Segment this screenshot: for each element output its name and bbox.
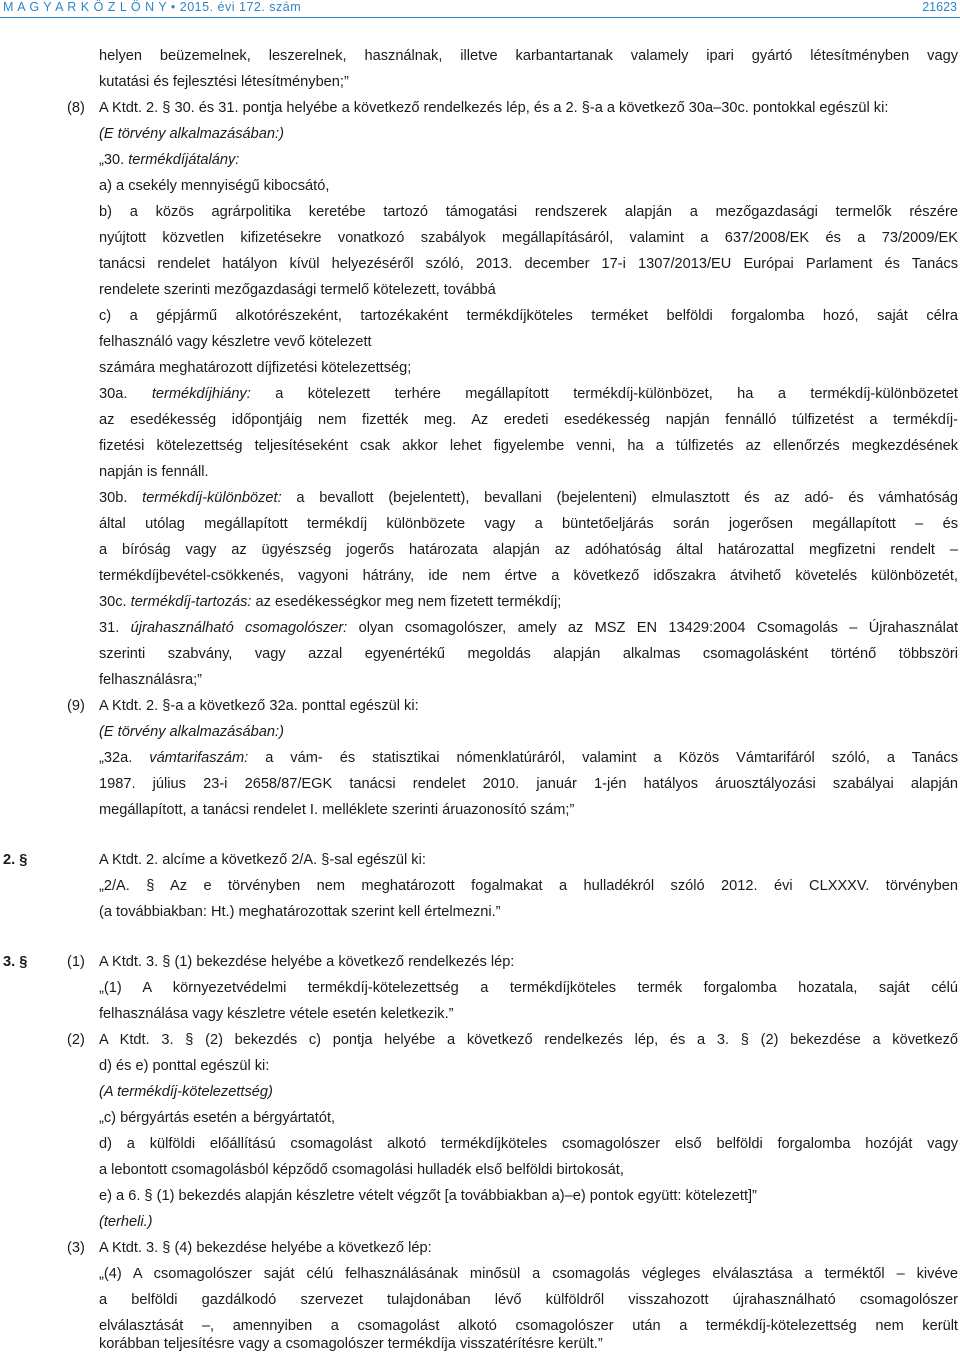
section-number: 2. § [3,852,28,868]
text-line: A Ktdt. 3. § (2) bekezdés c) pontja helyébe a következő rendelkezés lép, és a 3. § (2) bekezdése a következő [99,1032,958,1048]
text-line: A Ktdt. 2. alcíme a következő 2/A. §-sal egészül ki: [99,852,426,868]
section-number: 3. § [3,954,28,970]
text-line: „(1) A környezetvédelmi termékdíj-kötelezettség a termékdíjköteles termék forgalomba hozatala, saját célú [99,980,958,996]
text-line: elválasztását –, amennyiben a csomagolást alkotó csomagolószer után a termékdíj-kötelezettség nem került [99,1318,958,1334]
text-line: 31. újrahasználható csomagolószer: olyan csomagolószer, amely az MSZ EN 13429:2004 Csomagolás – Újrahasználat [99,620,958,636]
text-line: A Ktdt. 2. §-a a következő 32a. ponttal egészül ki: [99,698,419,714]
text-line: szerinti szabvány, vagy azzal egyenértékű megoldás alapján alkalmas csomagolásként történő többszöri [99,646,958,662]
paragraph-number: (8) [67,100,85,116]
text-line: 30b. termékdíj-különbözet: a bevallott (bejelentett), bevallani (bejelenteni) elmulasztott és az adó- és vámhatóság [99,490,958,506]
text-line: az esedékesség időpontjáig nem fizették meg. Az eredeti esedékesség napján fennálló túlfizetést a termékdíj- [99,412,958,428]
text-line: rendelete szerinti mezőgazdasági termelő kötelezett, továbbá [99,282,496,298]
page-number: 21623 [922,0,957,14]
text-line: „30. termékdíjátalány: [99,152,240,168]
text-line: (E törvény alkalmazásában:) [99,126,284,142]
text-line: (terheli.) [99,1214,153,1230]
text-line: „32a. vámtarifaszám: a vám- és statisztikai nómenklatúráról, valamint a Közös Vámtarifáról szóló, a Tanács [99,750,958,766]
paragraph-number: (2) [67,1032,85,1048]
text-line: kutatási és fejlesztési létesítményben;” [99,74,349,90]
text-line: 30c. termékdíj-tartozás: az esedékességkor meg nem fizetett termékdíj; [99,594,562,610]
paragraph-number: (9) [67,698,85,714]
text-line: nyújtott közvetlen kifizetésekre vonatkozó szabályok megállapításáról, valamint a 637/2008/EK és a 73/2009/EK [99,230,958,246]
text-line: c) a gépjármű alkotórészeként, tartozékaként termékdíjköteles terméket belföldi forgalomba hozó, saját célra [99,308,958,324]
journal-title: M A G Y A R K Ö Z L Ö N Y • 2015. évi 172. szám [3,0,302,14]
text-line: 30a. termékdíjhiány: a kötelezett terhére megállapított termékdíj-különbözet, ha a termékdíj-különbözetet [99,386,958,402]
text-line: b) a közös agrárpolitika keretébe tartozó támogatási rendszerek alapján a mezőgazdasági termelők részére [99,204,958,220]
text-line: tanácsi rendelet hatályon kívül helyezéséről szóló, 2013. december 17-i 1307/2013/EU Európai Parlament és Tanács [99,256,958,272]
text-line: (a továbbiakban: Ht.) meghatározottak szerint kell értelmezni.” [99,904,501,920]
text-line: A Ktdt. 3. § (4) bekezdése helyébe a következő lép: [99,1240,432,1256]
text-line: termékdíjbevétel-csökkenés, vagyoni hátrány, ide nem értve a következő időszakra átvihető követelés különbözetét, [99,568,958,584]
text-line: helyen beüzemelnek, leszerelnek, használnak, illetve karbantartanak valamely ipari gyártó létesítményben vagy [99,48,958,64]
text-line: korábban teljesítésre vagy a csomagolószer termékdíja visszatérítésre került.” [99,1336,603,1352]
text-line: e) a 6. § (1) bekezdés alapján készletre vételt végzőt [a továbbiakban a)–e) pontok együtt: kötelezett]” [99,1188,757,1204]
text-line: a bíróság vagy az ügyészség jogerős határozata alapján az adóhatóság által határozattal megfizetni rendelt – [99,542,958,558]
defined-term: termékdíjátalány: [128,152,240,168]
defined-term: termékdíj-különbözet: [142,490,282,506]
text-line: d) és e) ponttal egészül ki: [99,1058,270,1074]
page-header [0,0,960,18]
text-line: a) a csekély mennyiségű kibocsátó, [99,178,330,194]
text-line: „(4) A csomagolószer saját célú felhasználásának minősül a csomagolás végleges elválasztása a terméktől – kivéve [99,1266,958,1282]
text-line: felhasználó vagy készletre vevő kötelezett [99,334,372,350]
header-rule [0,17,960,18]
text-line: (E törvény alkalmazásában:) [99,724,284,740]
text-line: d) a külföldi előállítású csomagolást alkotó termékdíjköteles csomagolószer első belföldi forgalomba hozóját vagy [99,1136,958,1152]
text-line: a lebontott csomagolásból képződő csomagolási hulladék első belföldi birtokosát, [99,1162,624,1178]
paragraph-number: (3) [67,1240,85,1256]
defined-term: újrahasználható csomagolószer: [130,620,348,636]
text-line: számára meghatározott díjfizetési kötelezettség; [99,360,412,376]
text-line: megállapított, a tanácsi rendelet I. melléklete szerinti áruazonosító szám;” [99,802,575,818]
text-line: „c) bérgyártás esetén a bérgyártatót, [99,1110,336,1126]
text-line: A Ktdt. 3. § (1) bekezdése helyébe a következő rendelkezés lép: [99,954,515,970]
text-line: (A termékdíj-kötelezettség) [99,1084,273,1100]
text-line: „2/A. § Az e törvényben nem meghatározott fogalmakat a hulladékról szóló 2012. évi CLXXXV. törvényben [99,878,958,894]
defined-term: termékdíj-tartozás: [130,594,252,610]
defined-term: vámtarifaszám: [149,750,249,766]
paragraph-number: (1) [67,954,85,970]
text-line: A Ktdt. 2. § 30. és 31. pontja helyébe a következő rendelkezés lép, és a 2. §-a a következő 30a–30c. pontokkal egészül ki: [99,100,889,116]
text-line: a belföldi gazdálkodó szervezet tulajdonában lévő külföldről visszahozott újrahasználható csomagolószer [99,1292,958,1308]
text-line: által utólag megállapított termékdíj különbözete vagy a büntetőeljárás során jogerősen megállapított – és [99,516,958,532]
text-line: felhasználása vagy készletre vétele esetén keletkezik.” [99,1006,454,1022]
text-line: felhasználásra;” [99,672,203,688]
text-line: fizetési kötelezettség teljesítéseként csak akkor lehet figyelembe venni, ha a túlfizetés az ellenőrzés megkezdésének [99,438,958,454]
text-line: napján is fennáll. [99,464,209,480]
defined-term: termékdíjhiány: [151,386,251,402]
text-line: 1987. július 23-i 2658/87/EGK tanácsi rendelet 2010. január 1-jén hatályos áruosztályozási szabályai alapján [99,776,958,792]
